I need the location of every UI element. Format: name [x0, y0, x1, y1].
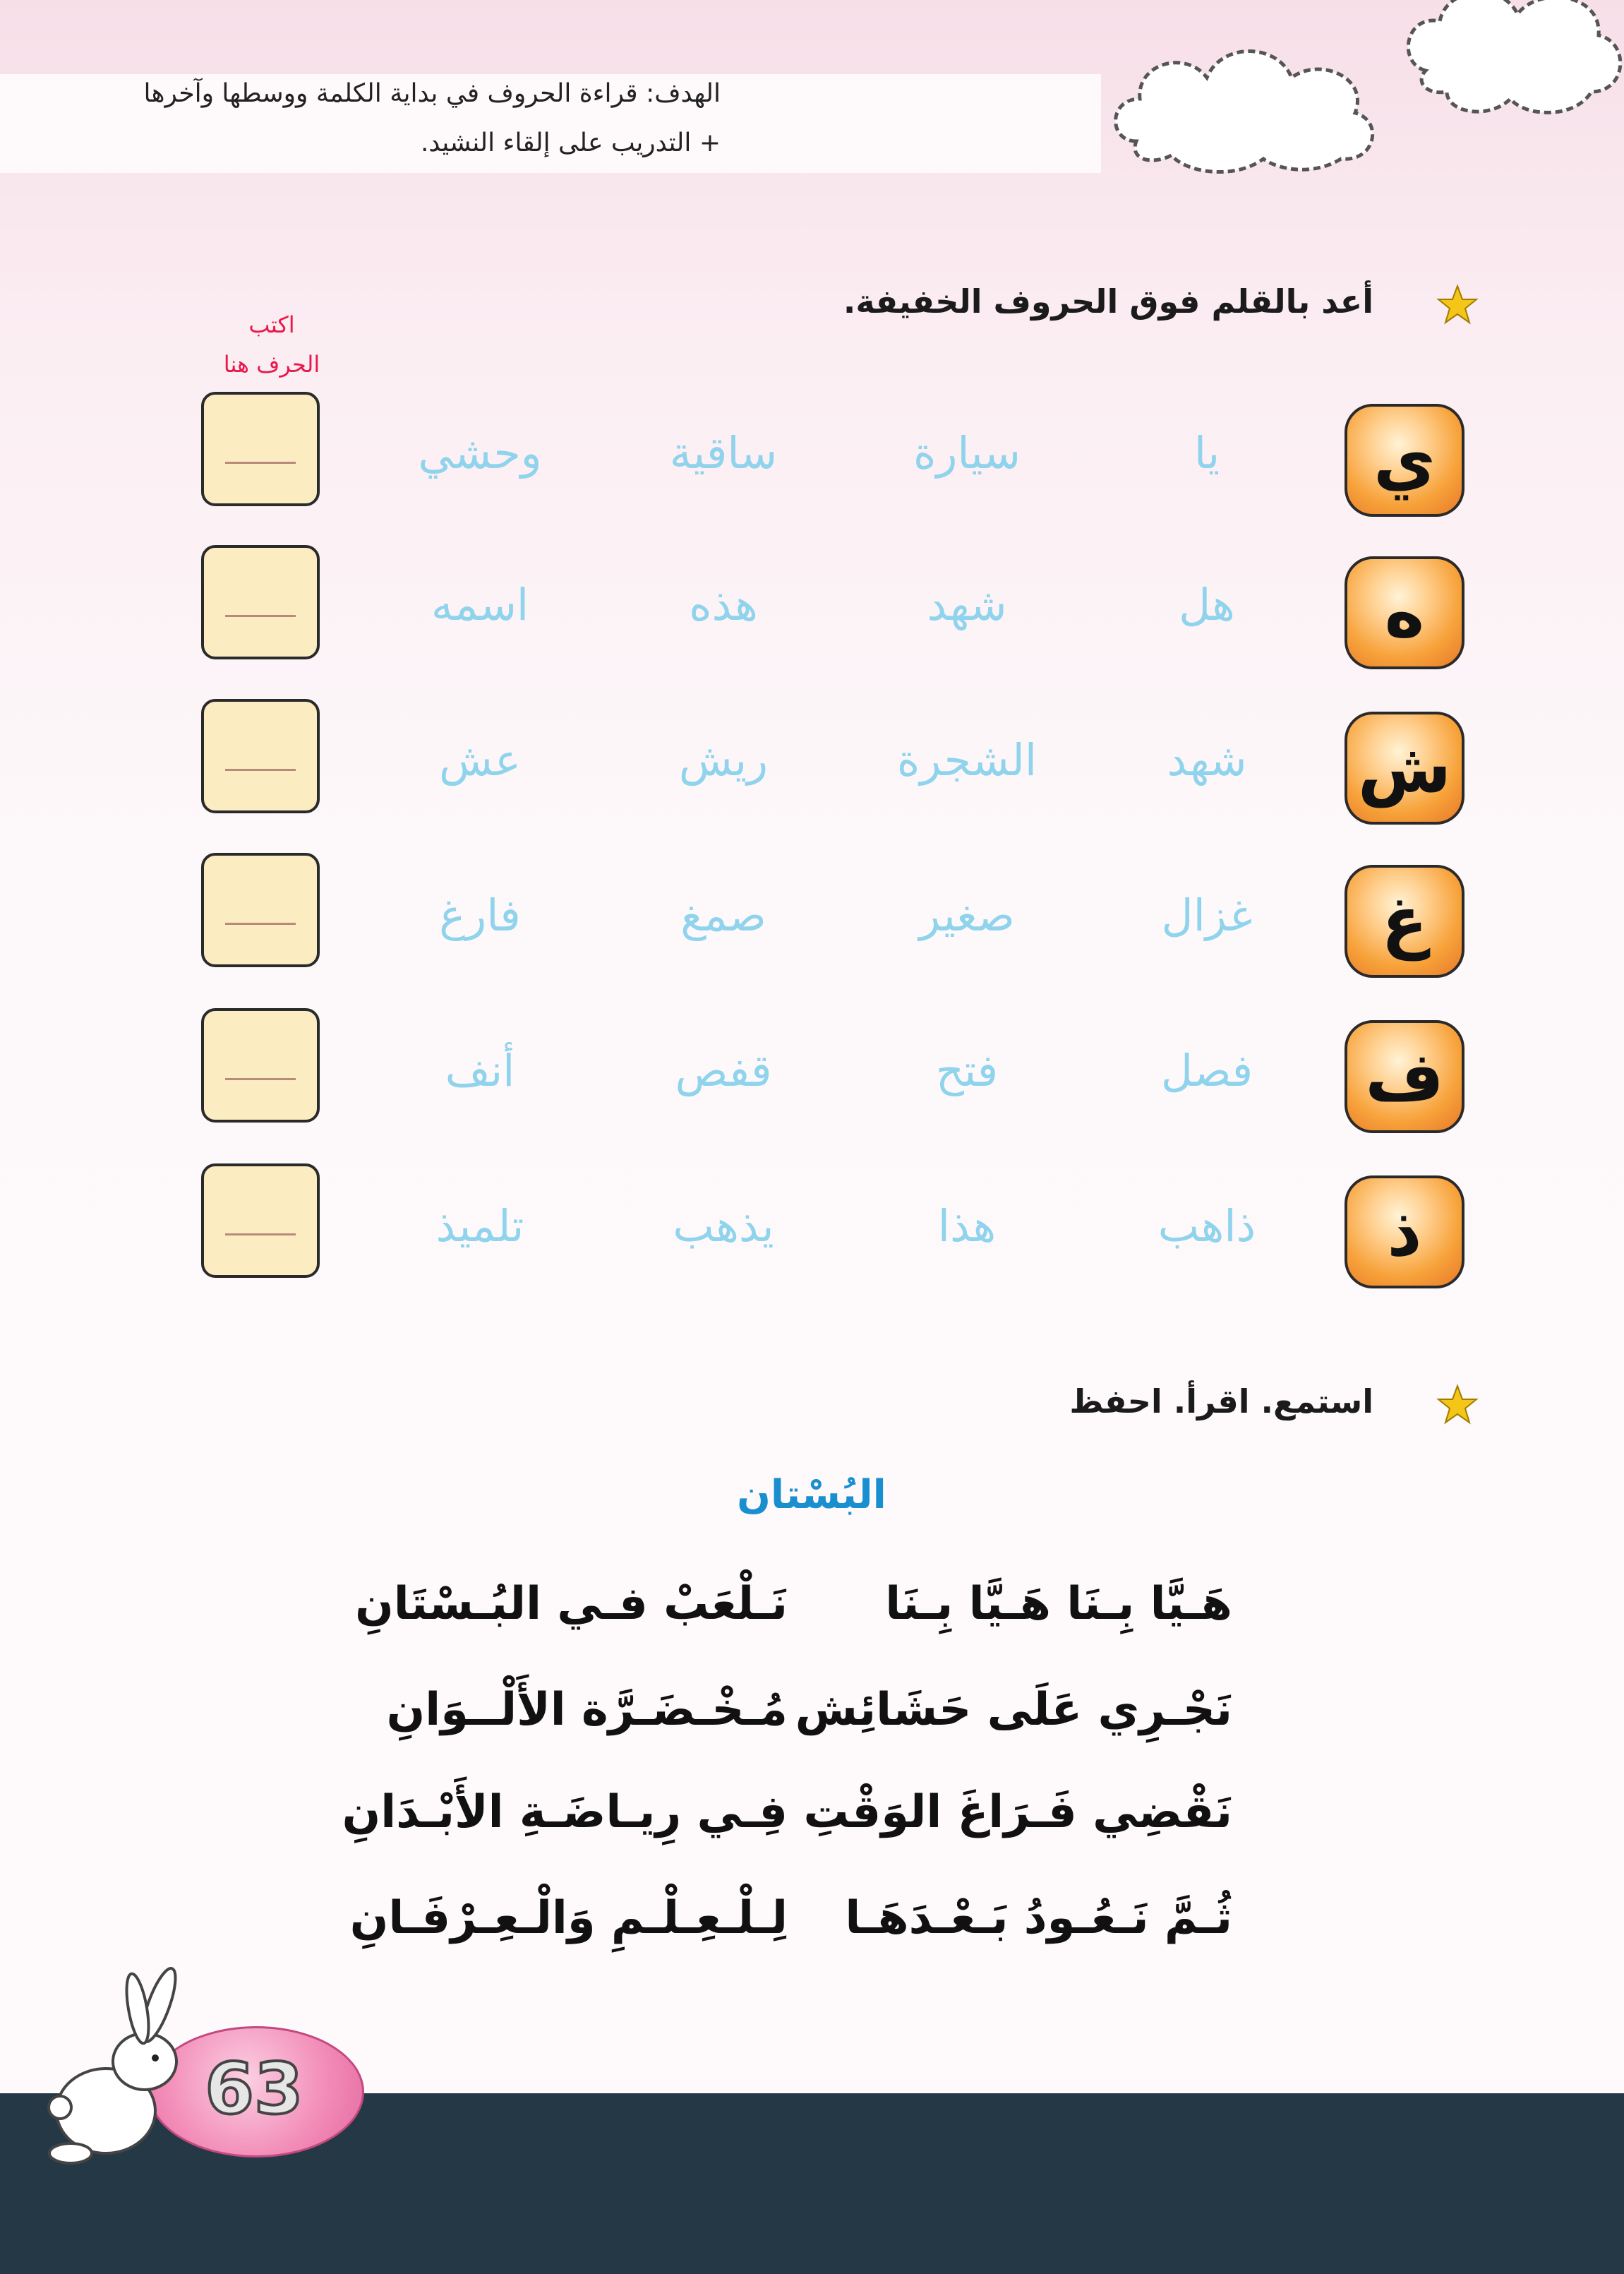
letter-tile: ذ [1345, 1175, 1464, 1288]
trace-word[interactable]: يذهب [673, 1200, 774, 1252]
poem-verse-left: فِـي رِيـاضَـةِ الأَبْـدَانِ [342, 1786, 788, 1838]
trace-word[interactable]: اسمه [431, 579, 529, 630]
poem-verse-left: مُـخْـضَـرَّة الأَلْــوَانِ [386, 1684, 788, 1736]
write-hint [191, 305, 353, 384]
trace-word[interactable]: هذا [937, 1200, 997, 1252]
trace-word[interactable]: سيارة [913, 427, 1021, 479]
poem-verse-right: هَـيَّا بِـنَا هَـيَّا بِـنَا [885, 1578, 1232, 1630]
write-hint-line2: الحرف هنا [223, 351, 320, 378]
trace-word[interactable]: وحشي [418, 427, 542, 479]
goal-text-line1: الهدف: قراءة الحروف في بداية الكلمة ووسطها وآخرها [143, 79, 721, 108]
letter-write-box[interactable] [201, 699, 320, 813]
trace-word[interactable]: الشجرة [896, 734, 1037, 786]
letter-write-box[interactable] [201, 545, 320, 659]
exercise1-instruction: أعد بالقلم فوق الحروف الخفيفة. [843, 282, 1373, 321]
trace-word[interactable]: عش [438, 734, 522, 786]
poem-title: البُسْتان [737, 1472, 886, 1518]
poem-verse-right: نَجْـرِي عَلَى حَشَائِش [795, 1684, 1232, 1736]
trace-word[interactable]: صغير [919, 890, 1015, 941]
trace-word[interactable]: ساقية [669, 427, 778, 479]
letter-write-box[interactable] [201, 1008, 320, 1123]
letter-tile: ي [1345, 404, 1464, 517]
poem-verse-left: نَـلْعَبْ فـي البُـسْتَانِ [355, 1578, 788, 1630]
letter-write-box[interactable] [201, 1163, 320, 1278]
write-hint-line1: اكتب [248, 311, 295, 338]
trace-word[interactable]: شهد [1167, 734, 1247, 786]
trace-word[interactable]: شهد [927, 579, 1007, 630]
trace-word[interactable]: تلميذ [435, 1200, 524, 1252]
trace-word[interactable]: أنف [445, 1045, 515, 1096]
letter-tile: ه [1345, 556, 1464, 669]
letter-write-box[interactable] [201, 853, 320, 967]
trace-word[interactable]: ريش [678, 734, 769, 786]
letter-tile: ف [1345, 1020, 1464, 1133]
trace-word[interactable]: غزال [1161, 890, 1253, 941]
poem-verse-right: نَقْضِي فَـرَاغَ الوَقْتِ [803, 1786, 1232, 1838]
trace-word[interactable]: فارغ [439, 890, 521, 941]
goal-text-line2: + التدريب على إلقاء النشيد. [420, 128, 721, 157]
cloud-icon [1397, 0, 1624, 127]
star-icon [1436, 1384, 1479, 1426]
star-icon [1436, 284, 1479, 326]
trace-word[interactable]: فصل [1160, 1045, 1253, 1096]
letter-tile: ش [1345, 712, 1464, 825]
trace-word[interactable]: هل [1179, 579, 1235, 630]
letter-tile: غ [1345, 865, 1464, 978]
trace-word[interactable]: قفص [675, 1045, 772, 1096]
poem-verse-left: لِـلْـعِـلْـمِ وَالْـعِـرْفَـانِ [349, 1892, 788, 1944]
poem-verse-right: ثُـمَّ نَـعُـودُ بَـعْـدَهَـا [845, 1892, 1232, 1944]
letter-write-box[interactable] [201, 392, 320, 506]
trace-word[interactable]: ذاهب [1157, 1200, 1256, 1252]
exercise2-instruction: استمع. اقرأ. احفظ [1069, 1382, 1373, 1420]
trace-word[interactable]: فتح [935, 1045, 999, 1096]
trace-word[interactable]: صمغ [680, 890, 766, 941]
page-number: 63 [205, 2047, 303, 2130]
trace-word[interactable]: هذه [689, 579, 758, 630]
cloud-icon [1101, 21, 1383, 184]
rabbit-icon [21, 1963, 198, 2174]
trace-word[interactable]: يا [1193, 427, 1220, 479]
